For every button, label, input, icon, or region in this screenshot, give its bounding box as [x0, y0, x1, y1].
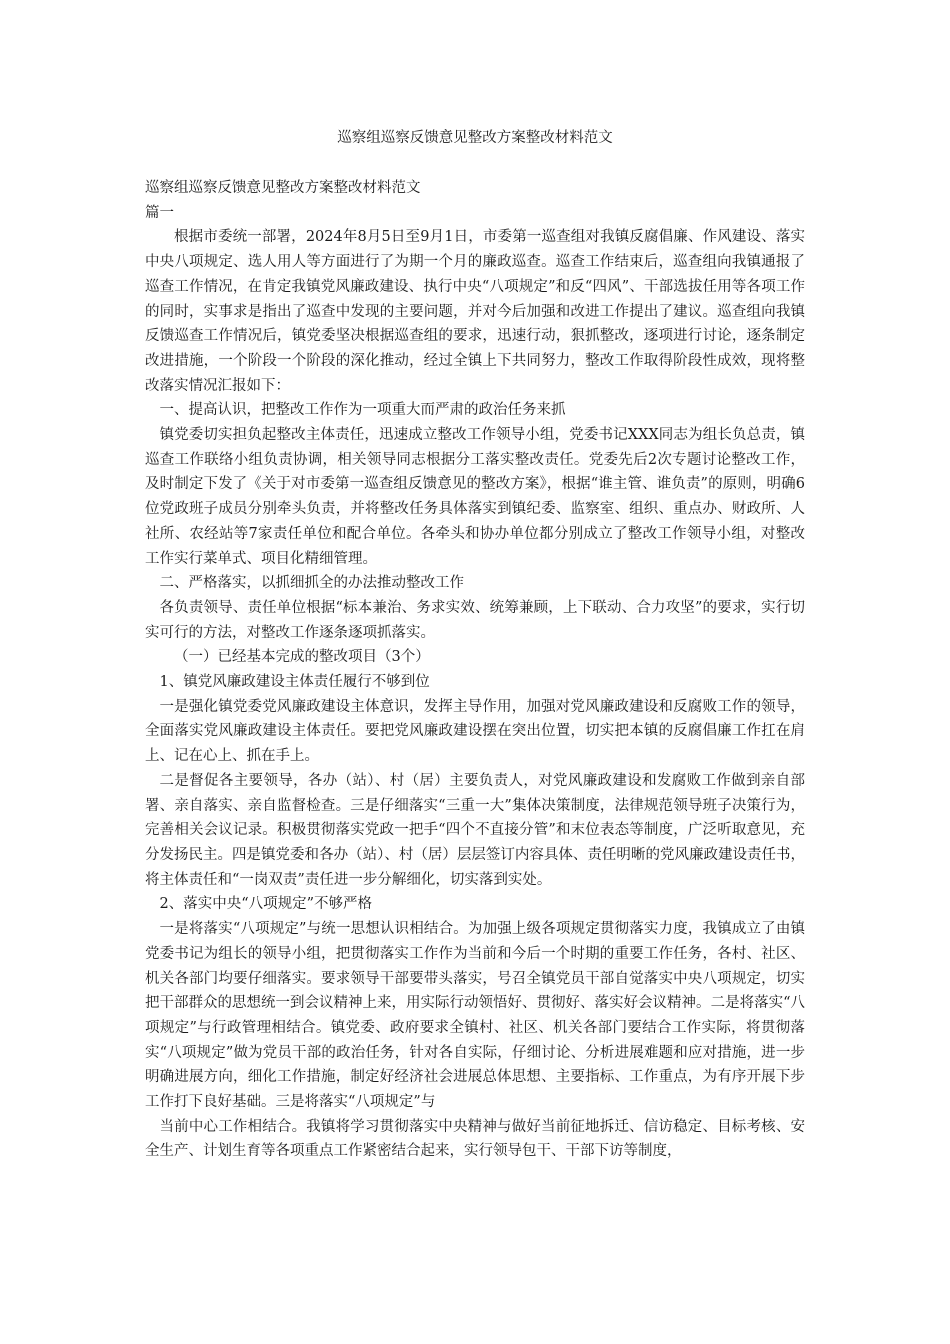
paragraph-item-1a: 一是强化镇党委党风廉政建设主体意识，发挥主导作用，加强对党风廉政建设和反腐败工作的领导，全面落实党风廉政建设主体责任。要把党风廉政建设摆在突出位置，切实把本镇的反腐倡廉工作扛在肩上、记在心上、抓在手上。 — [145, 698, 805, 765]
heading-item-2: 2、落实中央“八项规定”不够严格 — [159, 896, 373, 913]
paragraph-intro: 根据市委统一部署，2024年8月5日至9月1日，市委第一巡查组对我镇反腐倡廉、作风建设、落实中央八项规定、选人用人等方面进行了为期一个月的廉政巡查。巡查工作结束后，巡查组向我镇通报了巡查工作情况，在肯定我镇党风廉政建设、执行中央“八项规定”和反“四风”、干部选拔任用等各项工作的同时，实事求是指出了巡查中发现的主要问题，并对今后加强和改进工作提出了建议。巡查组向我镇反馈巡查工作情况后，镇党委坚决根据巡查组的要求，迅速行动，狠抓整改，逐项进行讨论，逐条制定改进措施，一个阶段一个阶段的深化推动，经过全镇上下共同努力，整改工作取得阶段性成效，现将整改落实情况汇报如下： — [145, 229, 805, 394]
document-body — [145, 176, 805, 1164]
paragraph-section-2: 各负责领导、责任单位根据“标本兼治、务求实效、统筹兼顾，上下联动、合力攻坚”的要求，实行切实可行的方法，对整改工作逐条逐项抓落实。 — [145, 599, 805, 641]
heading-item-1: 1、镇党风廉政建设主体责任履行不够到位 — [159, 674, 430, 691]
paragraph-item-1b: 二是督促各主要领导，各办（站）、村（居）主要负责人，对党风廉政建设和发腐败工作做到亲自部署、亲自落实、亲自监督检查。三是仔细落实“三重一大”集体决策制度，法律规范领导班子决策行为，完善相关会议记录。积极贯彻落实党政一把手“四个不直接分管”和末位表态等制度，广泛听取意见，充分发扬民主。四是镇党委和各办（站）、村（居）层层签订内容具体、责任明晰的党风廉政建设责任书，将主体责任和“一岗双责”责任进一步分解细化，切实落到实处。 — [145, 772, 805, 888]
heading-section-1: 一、提高认识，把整改工作作为一项重大而严肃的政治任务来抓 — [159, 402, 566, 419]
document-title: 巡察组巡察反馈意见整改方案整改材料范文 — [337, 130, 613, 146]
paragraph-section-1: 镇党委切实担负起整改主体责任，迅速成立整改工作领导小组，党委书记XXX同志为组长负总责，镇巡查工作联络小组负责协调，相关领导同志根据分工落实整改责任。党委先后2次专题讨论整改工作，及时制定下发了《关于对市委第一巡查组反馈意见的整改方案》，根据“谁主管、谁负责”的原则，明确6位党政班子成员分别牵头负责，并将整改任务具体落实到镇纪委、监察室、组织、重点办、财政所、人社所、农经站等7家责任单位和配合单位。各牵头和协办单位都分别成立了整改工作领导小组，对整改工作实行菜单式、项目化精细管理。 — [145, 427, 805, 567]
document-subtitle: 巡察组巡察反馈意见整改方案整改材料范文 — [145, 180, 421, 196]
heading-subsection-1: （一）已经基本完成的整改项目（3个） — [174, 649, 430, 666]
heading-section-2: 二、严格落实，以抓细抓全的办法推动整改工作 — [159, 575, 464, 592]
paragraph-item-2a: 一是将落实“八项规定”与统一思想认识相结合。为加强上级各项规定贯彻落实力度，我镇成立了由镇党委书记为组长的领导小组，把贯彻落实工作作为当前和今后一个时期的重要工作任务，各村、社区、机关各部门均要仔细落实。要求领导干部要带头落实，号召全镇党员干部自觉落实中央八项规定，切实把干部群众的思想统一到会议精神上来，用实际行动领悟好、贯彻好、落实好会议精神。二是将落实“八项规定”与行政管理相结合。镇党委、政府要求全镇村、社区、机关各部门要结合工作实际，将贯彻落实“八项规定”做为党员干部的政治任务，针对各自实际，仔细讨论、分析进展难题和应对措施，进一步明确进展方向，细化工作措施，制定好经济社会进展总体思想、主要指标、工作重点，为有序开展下步工作打下良好基础。三是将落实“八项规定”与 — [145, 921, 805, 1111]
section-label: 篇一 — [145, 204, 174, 221]
paragraph-item-2b: 当前中心工作相结合。我镇将学习贯彻落实中央精神与做好当前征地拆迁、信访稳定、目标考核、安全生产、计划生育等各项重点工作紧密结合起来，实行领导包干、干部下访等制度， — [145, 1118, 805, 1160]
